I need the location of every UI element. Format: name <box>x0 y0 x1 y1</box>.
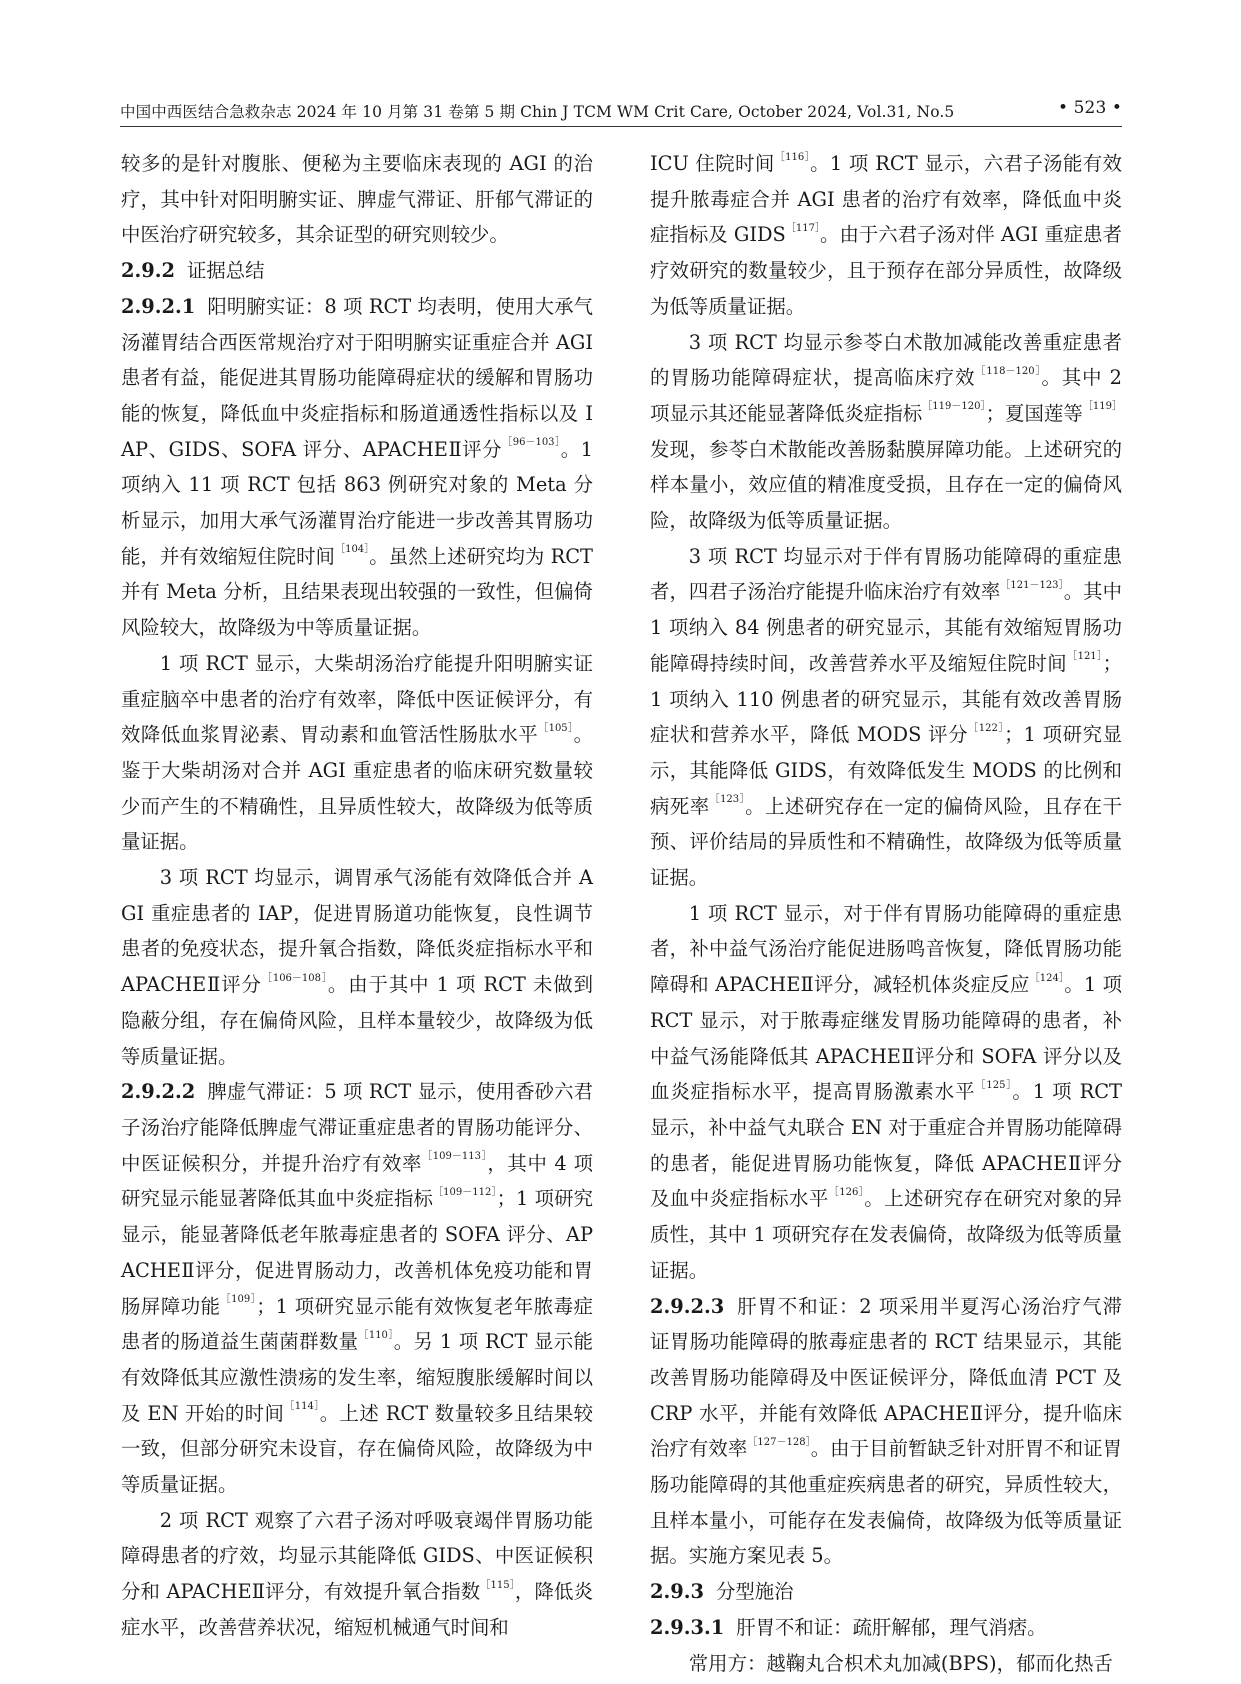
paragraph: 3 项 RCT 均显示参苓白术散加减能改善重症患者的胃肠功能障碍症状，提高临床疗效$^{[118-120]}$。其中 2 项显示其还能显著降低炎症指标$^{[119-120]}$；夏国莲等$^{[119]}$发现，参苓白术散能改善肠黏膜屏障功能。上述研究的样本量小，效应值的精准度受损，且存在一定的偏倚风险，故降级为低等质量证据。 <box>650 330 1123 533</box>
left-column <box>121 146 593 1646</box>
section-number: 2.9.2.1 <box>121 294 196 318</box>
citation: ［123］ <box>709 794 746 806</box>
paragraph: 1 项 RCT 显示，对于伴有胃肠功能障碍的重症患者，补中益气汤治疗能促进肠鸣音恢复，降低胃肠功能障碍和 APACHEⅡ评分，减轻机体炎症反应$^{[124]}$。1 项 RCT 显示，对于脓毒症继发胃肠功能障碍的患者，补中益气汤能降低其 APACHEⅡ评分和 SOFA 评分以及血炎症指标水平，提高胃肠激素水平$^{[125]}$。1 项 RCT 显示，补中益气丸联合 EN 对于重症合并胃肠功能障碍的患者，能促进胃肠功能恢复，降低 APACHEⅡ评分及血中炎症指标水平$^{[126]}$。上述研究存在研究对象的异质性，其中 1 项研究存在发表偏倚，故降级为低等质量证据。 <box>650 901 1123 1282</box>
citation: ［125］ <box>975 1079 1013 1091</box>
citation: ［126］ <box>828 1186 865 1198</box>
citation: ［119－120］ <box>922 401 986 413</box>
section-heading-2-9-2: 2.9.2 证据总结 <box>121 259 265 283</box>
right-column <box>650 146 1122 1681</box>
section-number: 2.9.2.3 <box>650 1294 725 1318</box>
paragraph: 1 项 RCT 显示，大柴胡汤治疗能提升阳明腑实证重症脑卒中患者的治疗有效率，降低中医证候评分，有效降低血浆胃泌素、胃动素和血管活性肠肽水平$^{[105]}$。鉴于大柴胡汤对合并 AGI 重症患者的临床研究数量较少而产生的不精确性，且异质性较大，故降级为低等质量证据。 <box>121 651 594 854</box>
citation: ［122］ <box>968 722 1005 734</box>
paragraph: 3 项 RCT 均显示，调胃承气汤能有效降低合并 AGI 重症患者的 IAP，促进胃肠道功能恢复，良性调节患者的免疫状态，提升氧合指数，降低炎症指标水平和 APACHEⅡ评分$^{[106-108]}$。由于其中 1 项 RCT 未做到隐蔽分组，存在偏倚风险，且样本量较少，故降级为低等质量证据。 <box>121 866 593 1068</box>
header-rule <box>120 126 1122 127</box>
paragraph-2-9-2-1: 2.9.2.1 阳明腑实证：8 项 RCT 均表明，使用大承气汤灌胃结合西医常规治疗对于阳明腑实证重症合并 AGI 患者有益，能促进其胃肠功能障碍症状的缓解和胃肠功能的恢复，降低血中炎症指标和肠道通透性指标以及 IAP、GIDS、SOFA 评分、APACHEⅡ评分$^{[96-103]}$。1 项纳入 11 项 RCT 包括 863 例研究对象的 Meta 分析显示，加用大承气汤灌胃治疗能进一步改善其胃肠功能，并有效缩短住院时间$^{[104]}$。虽然上述研究均为 RCT 并有 Meta 分析，且结果表现出较强的一致性，但偏倚风险较大，故降级为中等质量证据。 <box>121 294 594 640</box>
citation: ［127－128］ <box>747 1436 811 1448</box>
page-number: • 523 • <box>1057 98 1122 118</box>
citation: ［114］ <box>284 1401 320 1413</box>
section-heading-2-9-3: 2.9.3 分型施治 <box>650 1580 794 1604</box>
citation: ［104］ <box>335 544 370 556</box>
paragraph-2-9-3-1: 2.9.3.1 肝胃不和证：疏肝解郁，理气消痞。 <box>650 1615 1047 1639</box>
journal-citation: 中国中西医结合急救杂志 2024 年 10 月第 31 卷第 5 期 Chin J TCM WM Crit Care, October 2024, Vol.31, No.5 <box>120 103 955 121</box>
citation: ［110］ <box>358 1329 394 1341</box>
paragraph: ICU 住院时间$^{[116]}$。1 项 RCT 显示，六君子汤能有效提升脓毒症合并 AGI 患者的治疗有效率，降低血中炎症指标及 $GIDS^{[117]}$。由于六君子汤对伴 AGI 重症患者疗效研究的数量较少，且于预存在部分异质性，故降级为低等质量证据。 <box>650 151 1122 318</box>
section-number: 2.9.2.2 <box>121 1080 196 1104</box>
citation: ［109］ <box>220 1294 257 1306</box>
citation: ［117］ <box>785 222 821 234</box>
paragraph: 常用方：越鞠丸合枳术丸加减(BPS)，郁而化热舌 <box>688 1651 1113 1675</box>
citation: ［96－103］ <box>502 437 561 449</box>
citation: ［115］ <box>480 1579 515 1591</box>
citation: ［121－123］ <box>1000 579 1064 591</box>
paragraph: 较多的是针对腹胀、便秘为主要临床表现的 AGI 的治疗，其中针对阳明腑实证、脾虚气滞证、肝郁气滞证的中医治疗研究较多，其余证型的研究则较少。 <box>121 152 593 247</box>
citation: ［109－112］ <box>433 1186 497 1198</box>
paragraph: 3 项 RCT 均显示对于伴有胃肠功能障碍的重症患者，四君子汤治疗能提升临床治疗有效率$^{[121-123]}$。其中 1 项纳入 84 例患者的研究显示，其能有效缩短胃肠功能障碍持续时间，改善营养水平及缩短住院时间$^{[121]}$；1 项纳入 110 例患者的研究显示，其能有效改善胃肠症状和营养水平，降低 MODS 评分$^{[122]}$；1 项研究显示，其能降低 GIDS，有效降低发生 MODS 的比例和病死率$^{[123]}$。上述研究存在一定的偏倚风险，且存在干预、评价结局的异质性和不精确性，故降级为低等质量证据。 <box>650 544 1123 890</box>
citation: ［106－108］ <box>261 972 328 984</box>
citation: ［116］ <box>774 151 811 163</box>
citation: ［105］ <box>538 722 574 734</box>
paragraph-2-9-2-2: 2.9.2.2 脾虚气滞证：5 项 RCT 显示，使用香砂六君子汤治疗能降低脾虚气滞证重症患者的胃肠功能评分、中医证候积分，并提升治疗有效率$^{[109-113]}$，其中 4 项研究显示能显著降低其血中炎症指标$^{[109-112]}$；1 项研究显示，能显著降低老年脓毒症患者的 SOFA 评分、APACHEⅡ评分，促进胃肠动力，改善机体免疫功能和胃肠屏障功能$^{[109]}$；1 项研究显示能有效恢复老年脓毒症患者的肠道益生菌菌群数量$^{[110]}$。另 1 项 RCT 显示能有效降低其应激性溃疡的发生率，缩短腹胀缓解时间以及 EN 开始的时间$^{[114]}$。上述 RCT 数量较多且结果较一致，但部分研究未设盲，存在偏倚风险，故降级为中等质量证据。 <box>121 1080 594 1497</box>
citation: ［119］ <box>1082 401 1123 413</box>
section-number: 2.9.3.1 <box>650 1615 725 1639</box>
citation: ［121］ <box>1067 651 1103 663</box>
paragraph-2-9-2-3: 2.9.2.3 肝胃不和证：2 项采用半夏泻心汤治疗气滞证胃肠功能障碍的脓毒症患者的 RCT 结果显示，其能改善胃肠功能障碍及中医证候评分，降低血清 PCT 及 CRP 水平，并能有效降低 APACHEⅡ评分，提升临床治疗有效率$^{[127-128]}$。由于目前暂缺乏针对肝胃不和证胃肠功能障碍的其他重症疾病患者的研究，异质性较大，且样本量小，可能存在发表偏倚，故降级为低等质量证据。实施方案见表 5。 <box>650 1294 1123 1568</box>
citation: ［124］ <box>1029 972 1065 984</box>
running-header <box>120 98 1122 124</box>
paragraph: 2 项 RCT 观察了六君子汤对呼吸衰竭伴胃肠功能障碍患者的疗效，均显示其能降低 GIDS、中医证候积分和 APACHEⅡ评分，有效提升氧合指数$^{[115]}$，降低炎症水平，改善营养状况，缩短机械通气时间和 <box>121 1508 593 1639</box>
citation: ［118－120］ <box>975 365 1042 377</box>
citation: ［109－113］ <box>422 1151 488 1163</box>
